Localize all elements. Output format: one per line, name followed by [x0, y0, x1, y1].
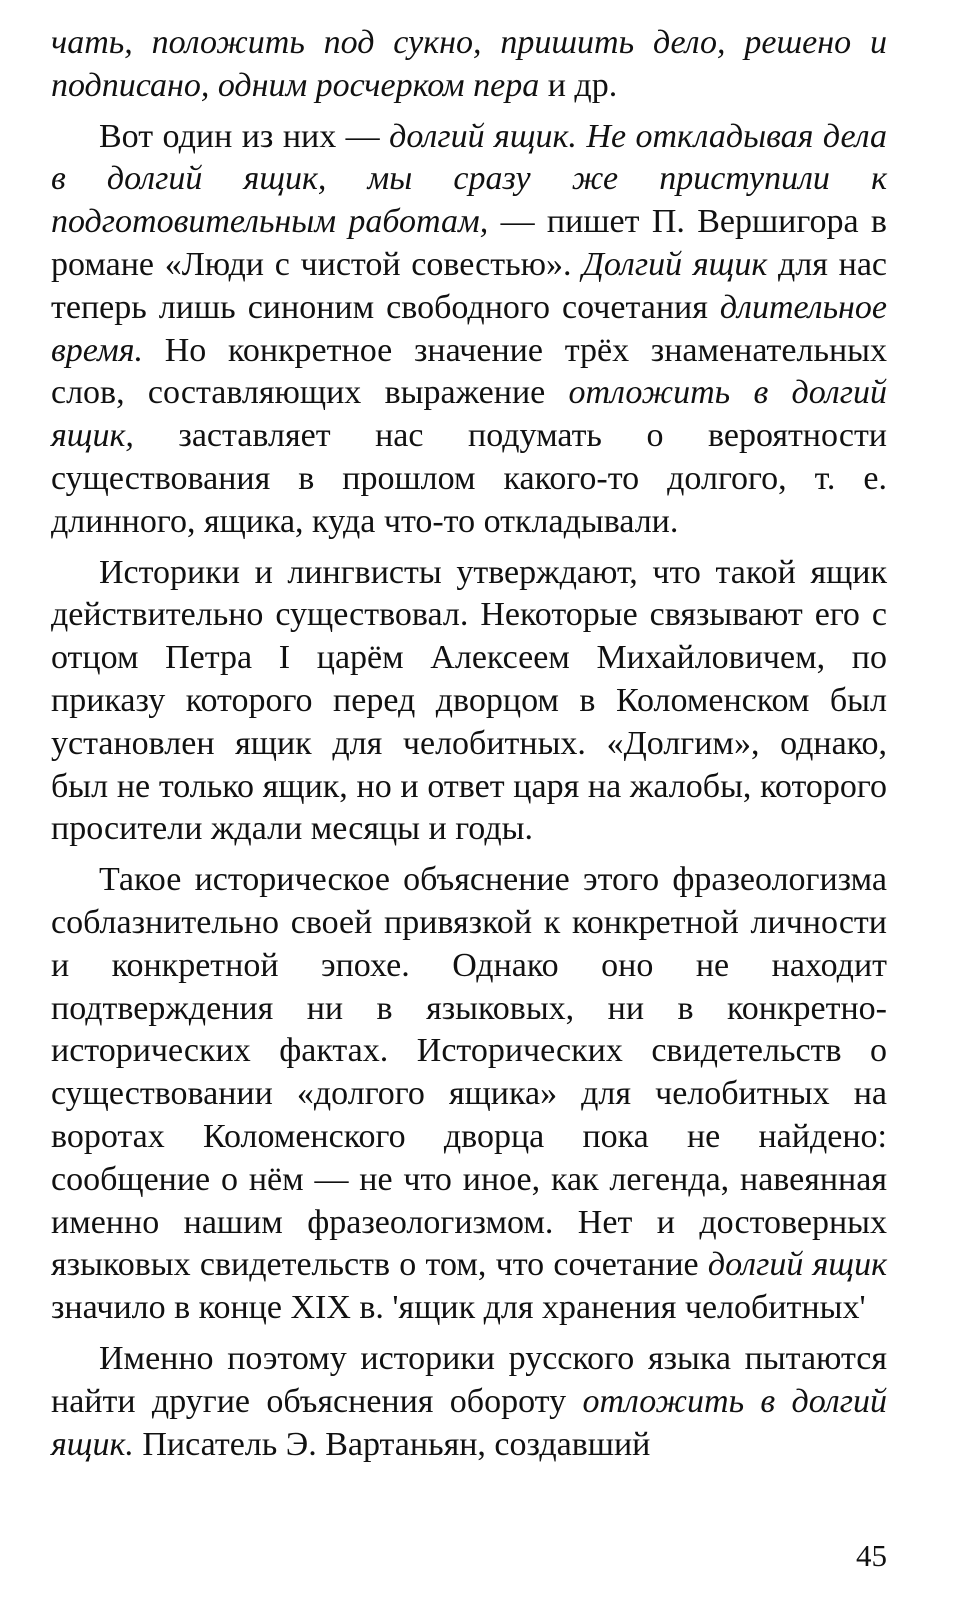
text-run: чать, положить под сукно, пришить дело, решено и подписано, одним росчерком пера	[51, 24, 887, 104]
text-run: отложить в долгий ящик.	[51, 1382, 887, 1463]
paragraph-5	[51, 1338, 887, 1466]
paragraph-1	[51, 22, 887, 108]
text-run: долгий ящик	[707, 1246, 887, 1284]
paragraph-3	[51, 552, 887, 852]
text-run: для нас теперь лишь синоним свободного сочетания	[51, 245, 888, 326]
paragraph-2	[51, 116, 887, 544]
text-run: отложить в долгий ящик,	[51, 374, 887, 455]
text-run: — пишет П. Вершигора в романе «Люди с чистой совестью».	[51, 203, 887, 283]
paragraph-4	[51, 859, 887, 1330]
text-run: Писатель Э. Вартаньян, создавший	[133, 1425, 651, 1463]
text-run: значило в конце XIX в. 'ящик для хранения челобитных'	[51, 1289, 866, 1327]
text-run: Такое историческое объяснение этого фразеологизма соблазнительно своей привязкой к конкретной личности и конкретной эпохе. Однако оно не находит подтверждения ни в языковых, ни в конкретно-исторических фактах. Исторических свидетельств о существовании «долгого ящика» для челобитных на воротах Коломенского дворца пока не найдено: сообщение о нём — не что иное, как легенда, навеянная именно нашим фразеологизмом. Нет и достоверных языковых свидетельств о том, что сочетание	[51, 861, 887, 1284]
page-text	[51, 22, 887, 1466]
text-run: и др.	[539, 66, 618, 104]
text-run: заставляет нас подумать о вероятности существования в прошлом какого-то долгого, т. е. длинного, ящика, куда что-то откладывали.	[51, 417, 887, 540]
text-run: Долгий ящик	[582, 245, 768, 283]
text-run: долгий ящик. Не откладывая дела в долгий ящик, мы сразу же приступили к подготовительным работам,	[51, 117, 887, 241]
text-run: длительное время.	[51, 288, 887, 369]
text-run: Вот один из них —	[99, 117, 390, 155]
page-number: 45	[856, 1538, 887, 1573]
text-run: Именно поэтому историки русского языка пытаются найти другие объяснения обороту	[51, 1339, 887, 1420]
text-run: Историки и лингвисты утверждают, что такой ящик действительно существовал. Некоторые связывают его с отцом Петра I царём Алексеем Михайловичем, по приказу которого перед дворцом в Коломенском был установлен ящик для челобитных. «Долгим», однако, был не только ящик, но и ответ царя на жалобы, которого просители ждали месяцы и годы.	[51, 553, 887, 848]
text-run: Но конкретное значение трёх знаменательных слов, составляющих выражение	[51, 331, 887, 412]
